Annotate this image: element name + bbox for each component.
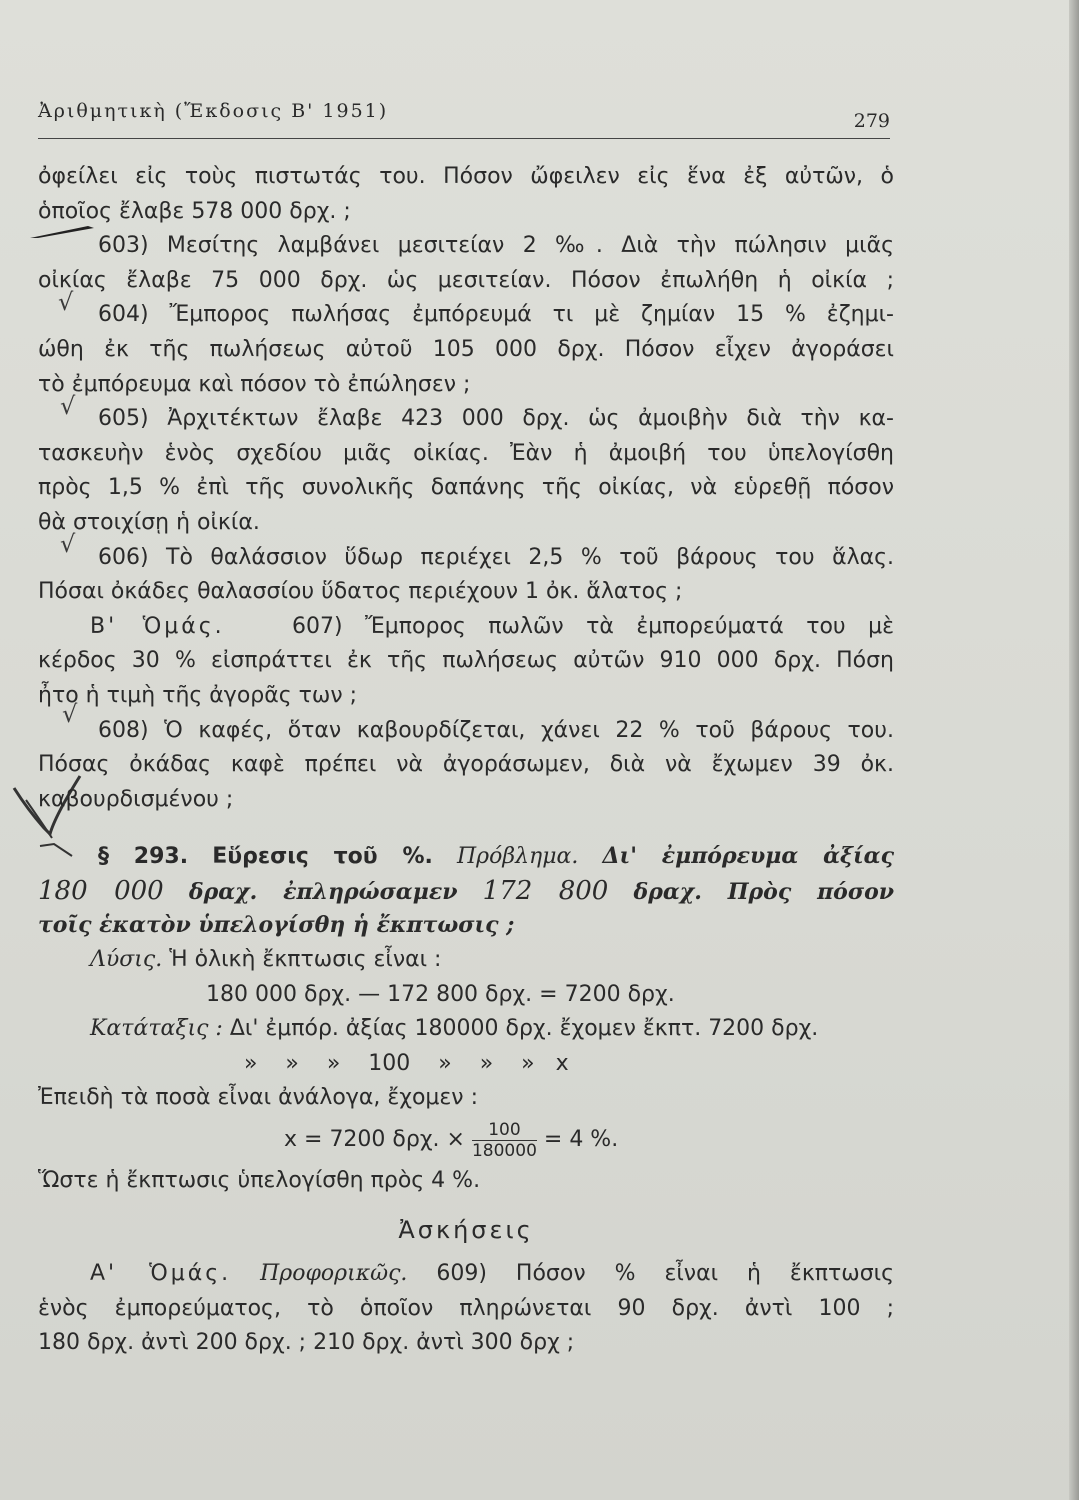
exercise-609	[38, 1257, 894, 1292]
solution-intro	[38, 943, 894, 978]
check-mark-606: √	[60, 530, 76, 558]
fraction-denominator: 180000	[471, 1140, 537, 1161]
text-line: ἑνὸς ἐμπορεύματος, τὸ ὁποῖον πληρώνεται 90 δρχ. ἀντὶ 100 ;	[38, 1295, 894, 1321]
text-line: ἦτο ἡ τιμὴ τῆς ἀγορᾶς των ;	[38, 682, 358, 708]
section-293-heading	[38, 839, 894, 874]
page-number: 279	[853, 110, 890, 132]
group-b-label: Β' Ὁμάς.	[90, 613, 225, 639]
text-line: ώθη ἐκ τῆς πωλήσεως αὐτοῦ 105 000 δρχ. Πόσον εἶχεν ἀγοράσει	[38, 336, 894, 362]
solution-equation: 180 000 δρχ. — 172 800 δρχ. = 7200 δρχ.	[206, 981, 675, 1007]
check-mark-604: √	[58, 288, 74, 316]
solution-label: Λύσις.	[90, 947, 163, 973]
problem-606: 606) Τὸ θαλάσσιον ὕδωρ περιέχει 2,5 % τοῦ βάρους του ἅλας.	[98, 544, 894, 570]
text-line: τὸ ἐμπόρευμα καὶ πόσον τὸ ἐπώλησεν ;	[38, 371, 471, 397]
text-line: ὀφείλει εἰς τοὺς πιστωτάς του. Πόσον ὤφειλεν εἰς ἕνα ἐξ αὐτῶν, ὁ	[38, 164, 894, 189]
section-number: § 293.	[98, 844, 189, 870]
page-body	[38, 160, 894, 1361]
formula-fraction	[472, 1120, 537, 1161]
problem-604: 604) Ἔμπορος πωλήσας ἐμπόρευμά τι μὲ ζημίαν 15 % ἐζημι-	[98, 302, 894, 328]
formula-left: x = 7200 δρχ. ×	[284, 1127, 465, 1153]
section-title: Εὕρεσις τοῦ %.	[212, 844, 433, 870]
problem-608: 608) Ὁ καφές, ὅταν καβουρδίζεται, χάνει 22 % τοῦ βάρους του.	[98, 717, 894, 743]
running-header	[38, 98, 890, 139]
exercise-609-text: 609) Πόσον % εἶναι ἡ ἔκπτωσις	[436, 1261, 894, 1287]
arrangement-row-1-text: Δι' ἐμπόρ. ἀξίας 180000 δρχ. ἔχομεν ἔκπτ. 7200 δρχ.	[229, 1016, 819, 1042]
problem-607-text: 607) Ἔμπορος πωλῶν τὰ ἐμπορεύματά του μὲ	[292, 613, 894, 639]
section-value-2: 172 800	[482, 875, 609, 906]
arrangement-row-2	[38, 1047, 894, 1082]
solution-intro-text: Ἡ ὁλικὴ ἔκπτωσις εἶναι :	[169, 947, 442, 973]
arrangement-row-1	[38, 1012, 894, 1047]
page-edge	[1069, 0, 1079, 1500]
formula-line	[38, 1116, 894, 1164]
section-text-1: Δι' ἐμπόρευμα ἀξίας	[602, 843, 894, 870]
check-mark-605: √	[60, 392, 76, 420]
formula-right: = 4 %.	[543, 1127, 619, 1153]
text-line: θὰ στοιχίσῃ ἡ οἰκία.	[38, 509, 260, 535]
check-mark-608: √	[62, 700, 78, 728]
solution-conclusion: Ὥστε ἡ ἔκπτωσις ὑπελογίσθη πρὸς 4 %.	[38, 1168, 481, 1194]
text-line: τασκευὴν ἑνὸς σχεδίου μιᾶς οἰκίας. Ἐὰν ἡ ἀμοιβή του ὑπελογίσθη	[38, 440, 894, 466]
text-line: καβουρδισμένου ;	[38, 786, 234, 812]
text-line: Πόσαι ὀκάδες θαλασσίου ὕδατος περιέχουν 1 ὀκ. ἅλατος ;	[38, 579, 683, 605]
text-line: 180 δρχ. ἀντὶ 200 δρχ. ; 210 δρχ. ἀντὶ 300 δρχ ;	[38, 1330, 575, 1356]
problem-607	[38, 610, 894, 645]
group-a-label: Α' Ὁμάς.	[90, 1261, 232, 1287]
text-line: Πόσας ὀκάδας καφὲ πρέπει νὰ ἀγοράσωμεν, διὰ νὰ ἔχωμεν 39 ὀκ.	[38, 752, 894, 778]
section-line-2	[38, 874, 894, 909]
section-value-1: 180 000	[38, 875, 164, 906]
text-line: πρὸς 1,5 % ἐπὶ τῆς συνολικῆς δαπάνης τῆς οἰκίας, νὰ εὑρεθῇ πόσον	[38, 475, 894, 501]
section-line-3: τοῖς ἑκατὸν ὑπελογίσθη ἡ ἔκπτωσις ;	[38, 912, 515, 939]
exercise-type: Προφορικῶς.	[260, 1261, 408, 1287]
text-line: κέρδος 30 % εἰσπράττει ἐκ τῆς πωλήσεως αὐτῶν 910 000 δρχ. Πόση	[38, 648, 894, 674]
arrangement-row-2-text: » » » 100 » » » x	[244, 1047, 884, 1082]
section-text-3: δραχ. Πρὸς πόσον	[633, 878, 894, 905]
text-line: οἰκίας ἔλαβε 75 000 δρχ. ὡς μεσιτείαν. Πόσον ἐπωλήθη ἡ οἰκία ;	[38, 267, 894, 293]
problem-605: 605) Ἀρχιτέκτων ἔλαβε 423 000 δρχ. ὡς ἀμοιβὴν διὰ τὴν κα-	[98, 406, 894, 432]
proportional-text: Ἐπειδὴ τὰ ποσὰ εἶναι ἀνάλογα, ἔχομεν :	[38, 1085, 478, 1111]
section-text-2: δραχ. ἐπληρώσαμεν	[188, 878, 458, 905]
problem-603: 603) Μεσίτης λαμβάνει μεσιτείαν 2 ‰. Διὰ τὴν πώλησιν μιᾶς	[98, 233, 894, 259]
fraction-numerator: 100	[472, 1120, 537, 1141]
exercises-heading: Ἀσκήσεις	[398, 1215, 534, 1244]
book-title: Ἀριθμητικὴ (Ἔκδοσις Β' 1951)	[38, 100, 389, 122]
problem-label: Πρόβλημα.	[456, 844, 579, 870]
text-line: ὁποῖος ἔλαβε 578 000 δρχ. ;	[38, 198, 351, 224]
arrangement-label: Κατάταξις :	[90, 1016, 223, 1042]
